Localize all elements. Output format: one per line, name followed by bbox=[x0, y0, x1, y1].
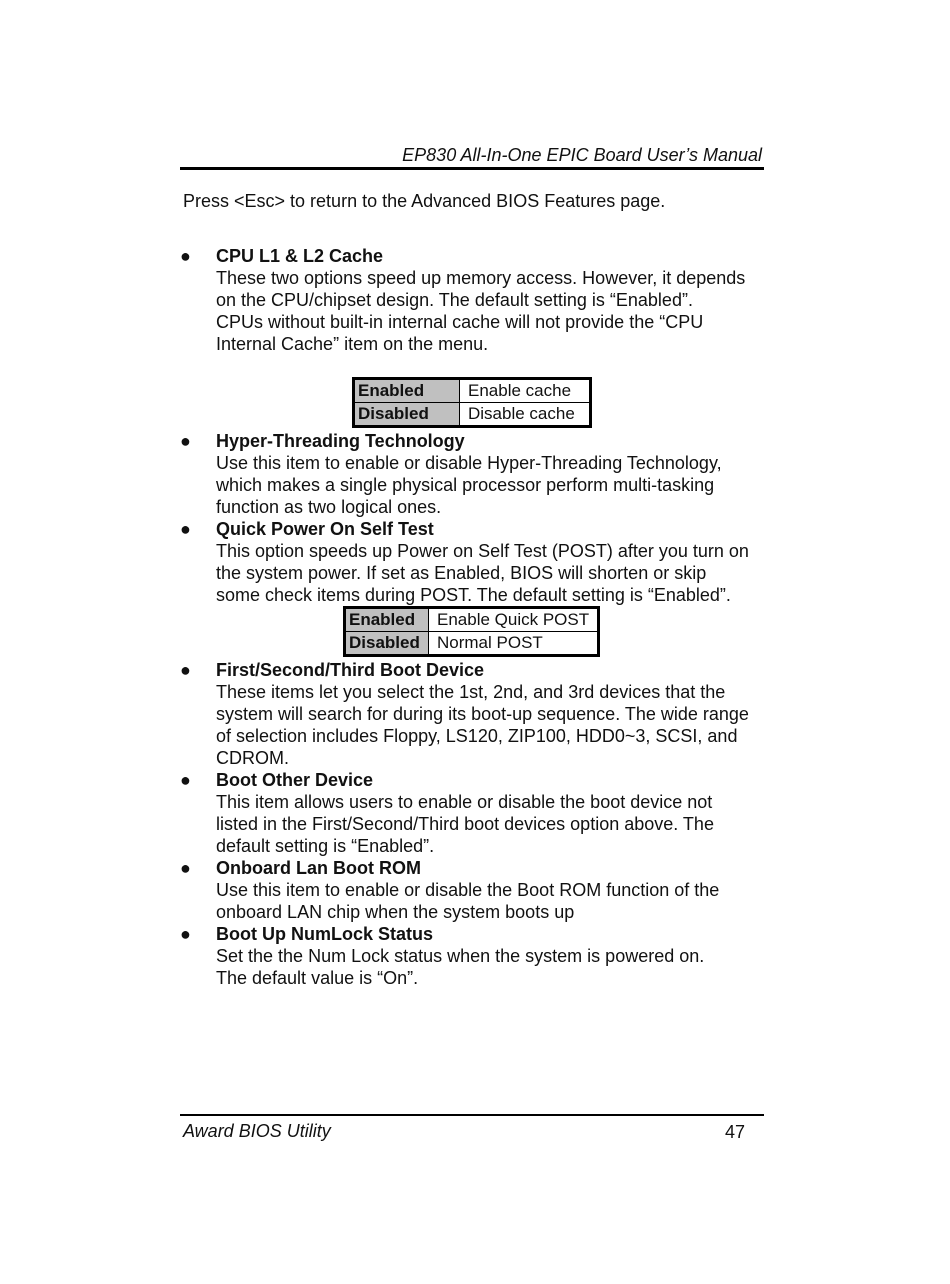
desc-line: This option speeds up Power on Self Test (POST) after you turn on bbox=[216, 541, 749, 561]
option-value: Disable cache bbox=[460, 403, 591, 427]
desc-line: function as two logical ones. bbox=[216, 497, 442, 517]
cpu-cache-options-table bbox=[352, 377, 592, 428]
item-description bbox=[216, 267, 745, 355]
table-row bbox=[345, 632, 599, 656]
quick-post-options-table bbox=[343, 606, 600, 657]
desc-line: system will search for during its boot-up sequence. The wide range bbox=[216, 704, 749, 724]
footer-section-title: Award BIOS Utility bbox=[183, 1121, 331, 1141]
desc-line: Set the the Num Lock status when the system is powered on. bbox=[216, 946, 705, 966]
item-description bbox=[216, 879, 719, 923]
bullet-icon: ● bbox=[180, 246, 191, 266]
page-number: 47 bbox=[725, 1122, 746, 1142]
option-key: Enabled bbox=[354, 379, 460, 403]
option-value: Normal POST bbox=[429, 632, 599, 656]
bullet-icon: ● bbox=[180, 770, 191, 790]
desc-line: Use this item to enable or disable the Boot ROM function of the bbox=[216, 880, 720, 900]
desc-line: The default value is “On”. bbox=[216, 968, 419, 988]
item-title: Boot Other Device bbox=[216, 770, 374, 790]
desc-line: CPUs without built-in internal cache will not provide the “CPU bbox=[216, 312, 704, 332]
item-title: First/Second/Third Boot Device bbox=[216, 660, 485, 680]
desc-line: This item allows users to enable or disable the boot device not bbox=[216, 792, 713, 812]
desc-line: Internal Cache” item on the menu. bbox=[216, 334, 489, 354]
desc-line: Use this item to enable or disable Hyper-Threading Technology, bbox=[216, 453, 722, 473]
desc-line: listed in the First/Second/Third boot devices option above. The bbox=[216, 814, 714, 834]
option-key: Disabled bbox=[345, 632, 429, 656]
item-title: Boot Up NumLock Status bbox=[216, 924, 434, 944]
desc-line: which makes a single physical processor perform multi-tasking bbox=[216, 475, 715, 495]
option-key: Enabled bbox=[345, 608, 429, 632]
desc-line: of selection includes Floppy, LS120, ZIP100, HDD0~3, SCSI, and bbox=[216, 726, 738, 746]
item-title: CPU L1 & L2 Cache bbox=[216, 246, 384, 266]
bullet-icon: ● bbox=[180, 660, 191, 680]
desc-line: some check items during POST. The default setting is “Enabled”. bbox=[216, 585, 731, 605]
desc-line: default setting is “Enabled”. bbox=[216, 836, 435, 856]
desc-line: CDROM. bbox=[216, 748, 289, 768]
item-description bbox=[216, 945, 704, 989]
desc-line: These two options speed up memory access. However, it depends bbox=[216, 268, 746, 288]
bullet-icon: ● bbox=[180, 431, 191, 451]
bullet-icon: ● bbox=[180, 924, 191, 944]
header-rule bbox=[180, 167, 764, 170]
table-row bbox=[354, 379, 591, 403]
option-key: Disabled bbox=[354, 403, 460, 427]
intro-text: Press <Esc> to return to the Advanced BIOS Features page. bbox=[183, 191, 666, 211]
option-value: Enable cache bbox=[460, 379, 591, 403]
item-description bbox=[216, 452, 722, 518]
item-title: Onboard Lan Boot ROM bbox=[216, 858, 421, 878]
table-row bbox=[345, 608, 599, 632]
desc-line: the system power. If set as Enabled, BIOS will shorten or skip bbox=[216, 563, 707, 583]
item-description bbox=[216, 540, 749, 606]
item-description bbox=[216, 791, 714, 857]
desc-line: on the CPU/chipset design. The default setting is “Enabled”. bbox=[216, 290, 693, 310]
bullet-icon: ● bbox=[180, 858, 191, 878]
table-row bbox=[354, 403, 591, 427]
footer-rule bbox=[180, 1114, 764, 1116]
item-title: Hyper-Threading Technology bbox=[216, 431, 465, 451]
bullet-icon: ● bbox=[180, 519, 191, 539]
desc-line: onboard LAN chip when the system boots up bbox=[216, 902, 575, 922]
header-title: EP830 All-In-One EPIC Board User’s Manual bbox=[402, 145, 762, 165]
desc-line: These items let you select the 1st, 2nd, and 3rd devices that the bbox=[216, 682, 726, 702]
option-value: Enable Quick POST bbox=[429, 608, 599, 632]
item-description bbox=[216, 681, 749, 769]
item-title: Quick Power On Self Test bbox=[216, 519, 434, 539]
